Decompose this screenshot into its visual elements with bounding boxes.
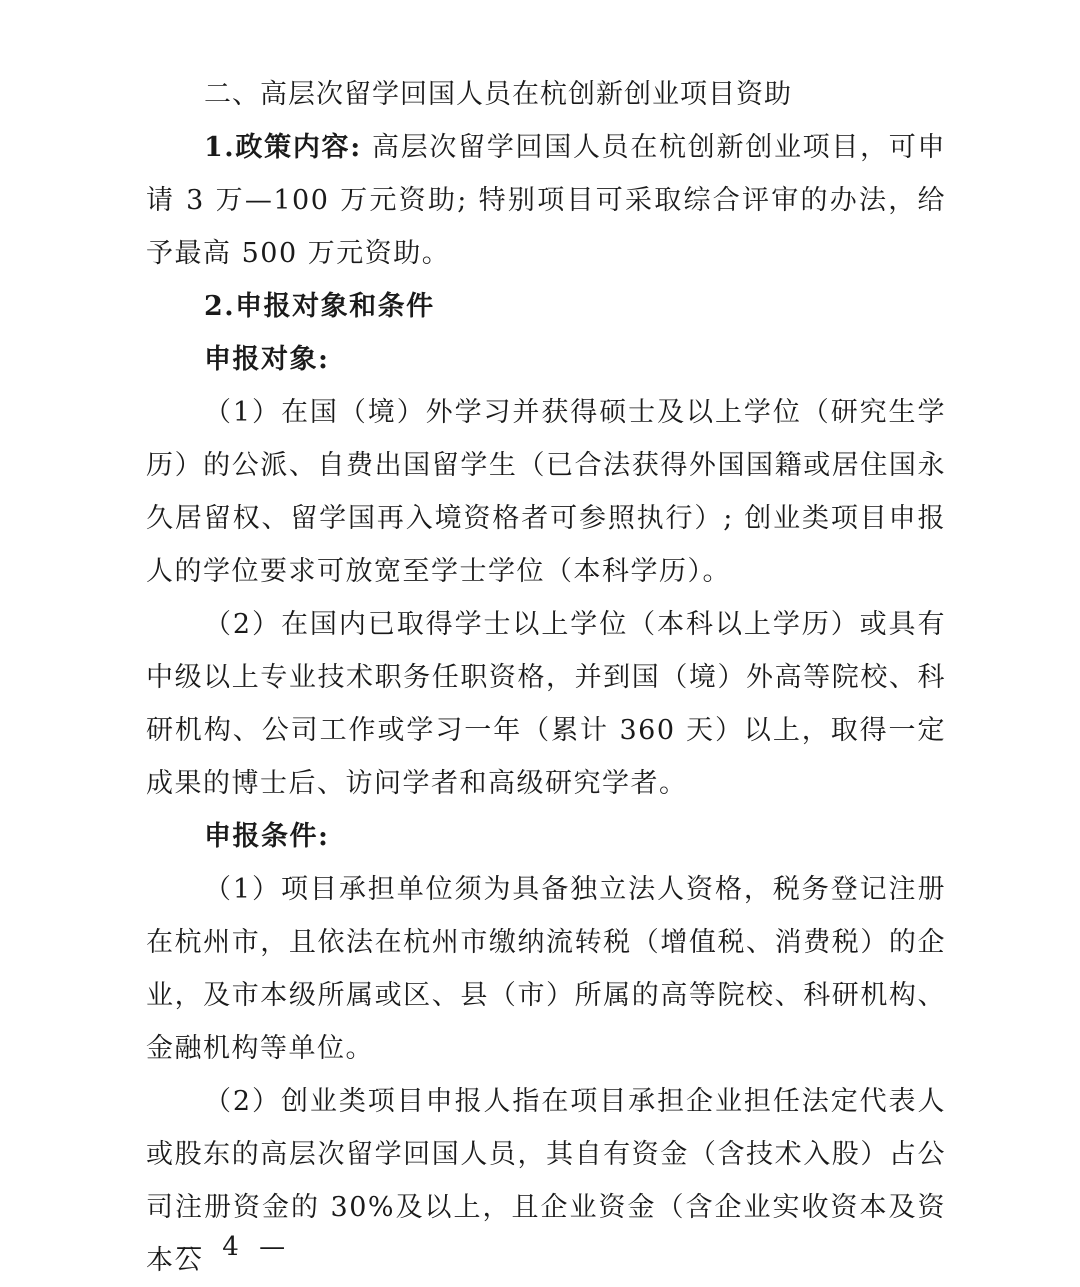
- policy-text: 高层次留学回国人员在杭创新创业项目，可申请 3 万—100 万元资助; 特别项目可采取综合评审的办法，给予最高 500 万元资助。: [146, 132, 946, 269]
- policy-paragraph: [146, 121, 946, 280]
- section-title: 二、高层次留学回国人员在杭创新创业项目资助: [204, 79, 792, 110]
- document-body: [146, 68, 946, 1287]
- conditions-label: 申报条件:: [204, 821, 330, 852]
- target-item-2: （2）在国内已取得学士以上学位（本科以上学历）或具有中级以上专业技术职务任职资格，并到国（境）外高等院校、科研机构、公司工作或学习一年（累计 360 天）以上，取得一定成果的博士后、访问学者和高级研究学者。: [146, 609, 946, 799]
- policy-label: 1.政策内容:: [204, 132, 362, 163]
- condition-item-2: （2）创业类项目申报人指在项目承担企业担任法定代表人或股东的高层次留学回国人员，其自有资金（含技术入股）占公司注册资金的 30%及以上，且企业资金（含企业实收资本及资本公: [146, 1086, 946, 1276]
- subsection-title: 2.申报对象和条件: [204, 291, 435, 322]
- condition-item-1: （1）项目承担单位须为具备独立法人资格，税务登记注册在杭州市，且依法在杭州市缴纳流转税（增值税、消费税）的企业，及市本级所属或区、县（市）所属的高等院校、科研机构、金融机构等单位。: [146, 874, 946, 1064]
- page-number: — 4 —: [176, 1232, 292, 1262]
- targets-label: 申报对象:: [204, 344, 330, 375]
- target-item-1: （1）在国（境）外学习并获得硕士及以上学位（研究生学历）的公派、自费出国留学生（已合法获得外国国籍或居住国永久居留权、留学国再入境资格者可参照执行）; 创业类项目申报人的学位要求可放宽至学士学位（本科学历）。: [146, 397, 946, 587]
